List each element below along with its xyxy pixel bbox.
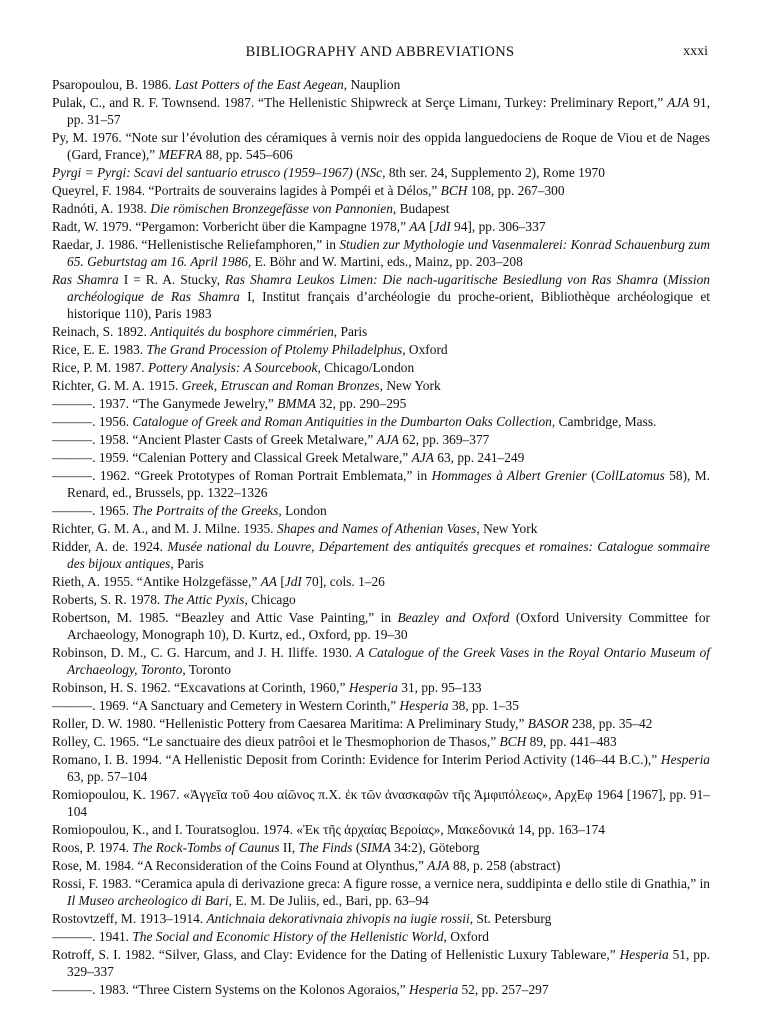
entry-italic-text: Musée national du Louvre, Département des antiquités grecques et romaines: Catalogue sommaire des bijoux antiques <box>67 539 710 571</box>
entry-text: 94], pp. 306–337 <box>450 219 546 234</box>
entry-italic-text: Pyrgi = Pyrgi: Scavi del santuario etrusco (1959–1967) <box>52 165 353 180</box>
entry-text: [ <box>276 574 285 589</box>
bibliography-entry <box>52 839 710 856</box>
entry-text: Py, M. 1976. “Note sur l’évolution des céramiques à vernis noir des oppida languedociens de Roque de Viou et de Nages (Gard, France),” <box>52 130 710 162</box>
entry-italic-text: Hesperia <box>348 680 398 695</box>
bibliography-entry <box>52 733 710 750</box>
bibliography-entry <box>52 502 710 519</box>
entry-italic-text: BASOR <box>527 716 569 731</box>
entry-italic-text: Il Museo archeologico di Bari <box>67 893 229 908</box>
bibliography-entry <box>52 359 710 376</box>
entry-italic-text: AA <box>260 574 277 589</box>
bibliography-entry <box>52 271 710 322</box>
page-title: BIBLIOGRAPHY AND ABBREVIATIONS <box>245 44 515 60</box>
entry-text: , London <box>278 503 327 518</box>
entry-text: ———. 1937. “The Ganymede Jewelry,” <box>52 396 278 411</box>
entry-text: 58), M. Renard, ed., Brussels, pp. 1322–1326 <box>67 468 710 500</box>
entry-italic-text: Hesperia <box>660 752 710 767</box>
bibliography-entry <box>52 946 710 980</box>
bibliography-entry <box>52 786 710 820</box>
page-number: xxxi <box>683 44 708 59</box>
entry-text: 238, pp. 35–42 <box>568 716 653 731</box>
entry-text: I, Institut français d’archéologie du proche-orient, Bibliothèque archéologique et historique 110), Paris 1983 <box>67 289 710 321</box>
entry-italic-text: The Portraits of the Greeks <box>132 503 279 518</box>
entry-italic-text: A Catalogue of the Greek Vases in the Royal Ontario Museum of Archaeology, Toronto <box>67 645 710 677</box>
entry-text: ———. 1962. “Greek Prototypes of Roman Portrait Emblemata,” in <box>52 468 432 483</box>
entry-text: Roberts, S. R. 1978. <box>52 592 164 607</box>
entry-italic-text: AA <box>409 219 426 234</box>
entry-italic-text: NSc <box>360 165 383 180</box>
entry-text: ( <box>586 468 596 483</box>
entry-text: , E. M. De Juliis, ed., Bari, pp. 63–94 <box>228 893 429 908</box>
bibliography-entry <box>52 467 710 501</box>
entry-italic-text: Hommages à Albert Grenier <box>431 468 587 483</box>
bibliography-entry <box>52 981 710 998</box>
entry-italic-text: BMMA <box>277 396 316 411</box>
entry-italic-text: Greek, Etruscan and Roman Bronzes <box>181 378 380 393</box>
entry-text: , Toronto <box>182 662 231 677</box>
entry-text: Psaropoulou, B. 1986. <box>52 77 175 92</box>
entry-italic-text: Ras Shamra <box>52 272 119 287</box>
entry-italic-text: Pottery Analysis: A Sourcebook <box>147 360 318 375</box>
bibliography-entry <box>52 857 710 874</box>
bibliography-entry <box>52 821 710 838</box>
entry-text: Roos, P. 1974. <box>52 840 133 855</box>
entry-text: Rostovtzeff, M. 1913–1914. <box>52 911 207 926</box>
entry-text: Reinach, S. 1892. <box>52 324 151 339</box>
bibliography-entry <box>52 182 710 199</box>
entry-text: 52, pp. 257–297 <box>458 982 549 997</box>
entry-italic-text: AJA <box>667 95 690 110</box>
entry-text: 88, p. 258 (abstract) <box>449 858 561 873</box>
bibliography-entry <box>52 449 710 466</box>
entry-text: ( <box>352 165 361 180</box>
entry-text: Rieth, A. 1955. “Antike Holzgefässe,” <box>52 574 261 589</box>
entry-italic-text: Antiquités du bosphore cimmérien <box>150 324 334 339</box>
entry-text: Rice, P. M. 1987. <box>52 360 148 375</box>
entry-text: II, <box>279 840 299 855</box>
entry-text: 38, pp. 1–35 <box>448 698 519 713</box>
entry-italic-text: AJA <box>376 432 399 447</box>
entry-text: , Paris <box>170 556 204 571</box>
entry-text: Robinson, H. S. 1962. “Excavations at Corinth, 1960,” <box>52 680 349 695</box>
bibliography-entry <box>52 341 710 358</box>
bibliography-entry <box>52 751 710 785</box>
entry-text: 34:2), Göteborg <box>390 840 480 855</box>
entry-text: ———. 1965. <box>52 503 133 518</box>
bibliography-entry <box>52 520 710 537</box>
bibliography-entry <box>52 431 710 448</box>
bibliography-entry <box>52 910 710 927</box>
entry-text: [ <box>425 219 434 234</box>
entry-text: , Nauplion <box>343 77 401 92</box>
entry-italic-text: AJA <box>427 858 450 873</box>
entry-italic-text: The Social and Economic History of the Hellenistic World <box>132 929 444 944</box>
entry-text: Raedar, J. 1986. “Hellenistische Reliefamphoren,” in <box>52 237 340 252</box>
bibliography-entry <box>52 573 710 590</box>
entry-text: Robertson, M. 1985. “Beazley and Attic Vase Painting,” in <box>52 610 398 625</box>
entry-text: , Chicago <box>244 592 296 607</box>
entry-text: ( <box>658 272 668 287</box>
bibliography-entry <box>52 697 710 714</box>
bibliography-entry <box>52 323 710 340</box>
entry-italic-text: Shapes and Names of Athenian Vases <box>276 521 477 536</box>
entry-italic-text: Studien zur Mythologie und Vasenmalerei: Konrad Schauenburg zum 65. Geburtstag am 16. April 1986 <box>67 237 710 269</box>
entry-text: Ridder, A. de. 1924. <box>52 539 168 554</box>
entry-text: 32, pp. 290–295 <box>315 396 407 411</box>
entry-italic-text: SIMA <box>360 840 391 855</box>
entry-text: , Oxford <box>402 342 448 357</box>
entry-italic-text: The Finds <box>298 840 353 855</box>
entry-text: Queyrel, F. 1984. “Portraits de souverains lagides à Pompéi et à Délos,” <box>52 183 441 198</box>
entry-text: Richter, G. M. A. 1915. <box>52 378 182 393</box>
entry-italic-text: Die römischen Bronzegefässe von Pannonien <box>150 201 393 216</box>
bibliography-entry <box>52 609 710 643</box>
entry-text: 70], cols. 1–26 <box>301 574 385 589</box>
entry-text: I = R. A. Stucky, <box>118 272 225 287</box>
entry-italic-text: Antichnaia dekorativnaia zhivopis na iugie rossii <box>206 911 470 926</box>
entry-text: Radt, W. 1979. “Pergamon: Vorbericht über die Kampagne 1978,” <box>52 219 410 234</box>
entry-italic-text: Last Potters of the East Aegean <box>174 77 344 92</box>
entry-text: 91, pp. 31–57 <box>67 95 710 127</box>
entry-text: Rice, E. E. 1983. <box>52 342 147 357</box>
bibliography-entry <box>52 94 710 128</box>
bibliography-entry <box>52 129 710 163</box>
bibliography-entry <box>52 679 710 696</box>
entry-text: , Cambridge, Mass. <box>551 414 657 429</box>
entry-text: , Budapest <box>392 201 450 216</box>
entry-text: Rotroff, S. I. 1982. “Silver, Glass, and Clay: Evidence for the Dating of Hellenistic Luxury Tableware,” <box>52 947 620 962</box>
entry-italic-text: Hesperia <box>399 698 449 713</box>
entry-italic-text: CollLatomus <box>595 468 665 483</box>
bibliography-entry <box>52 395 710 412</box>
entry-text: 51, pp. 329–337 <box>67 947 711 979</box>
entry-text: Robinson, D. M., C. G. Harcum, and J. H. Iliffe. 1930. <box>52 645 357 660</box>
entry-text: Rossi, F. 1983. “Ceramica apula di derivazione greca: A figure rosse, a vernice nera, suddipinta e dello stile di Gnathia,” in <box>52 876 710 891</box>
entry-italic-text: The Rock-Tombs of Caunus <box>132 840 280 855</box>
entry-text: 108, pp. 267–300 <box>467 183 565 198</box>
entry-italic-text: Catalogue of Greek and Roman Antiquities in the Dumbarton Oaks Collection <box>132 414 552 429</box>
bibliography-entry <box>52 644 710 678</box>
entry-italic-text: JdI <box>433 219 451 234</box>
bibliography-entry <box>52 413 710 430</box>
entry-text: Pulak, C., and R. F. Townsend. 1987. “The Hellenistic Shipwreck at Serçe Limanı, Turkey: Preliminary Report,” <box>52 95 668 110</box>
entry-text: , New York <box>476 521 538 536</box>
bibliography-entry <box>52 76 710 93</box>
entry-text: Romano, I. B. 1994. “A Hellenistic Deposit from Corinth: Evidence for Interim Period Activity (146–44 B.C.),” <box>52 752 661 767</box>
entry-italic-text: Hesperia <box>409 982 459 997</box>
entry-text: ( <box>352 840 361 855</box>
entry-text: 63, pp. 241–249 <box>433 450 525 465</box>
entry-text: , Oxford <box>443 929 489 944</box>
entry-italic-text: Beazley and Oxford <box>397 610 510 625</box>
bibliography-entry <box>52 200 710 217</box>
bibliography-entry <box>52 538 710 572</box>
bibliography-entry <box>52 591 710 608</box>
entry-italic-text: Mission archéologique de Ras Shamra <box>67 272 710 304</box>
bibliography-entry <box>52 236 710 270</box>
entry-text: 31, pp. 95–133 <box>397 680 482 695</box>
entry-italic-text: BCH <box>499 734 527 749</box>
entry-italic-text: The Attic Pyxis <box>163 592 245 607</box>
bibliography-list <box>52 76 710 999</box>
entry-italic-text: JdI <box>284 574 302 589</box>
entry-text: Radnóti, A. 1938. <box>52 201 151 216</box>
entry-italic-text: AJA <box>411 450 434 465</box>
bibliography-entry <box>52 715 710 732</box>
entry-italic-text: The Grand Procession of Ptolemy Philadelphus <box>146 342 403 357</box>
bibliography-entry <box>52 928 710 945</box>
entry-text: (Oxford University Committee for Archaeology, Monograph 10), D. Kurtz, ed., Oxford, pp. 19–30 <box>67 610 711 642</box>
entry-text: ———. 1941. <box>52 929 133 944</box>
entry-text: , New York <box>379 378 441 393</box>
entry-text: ———. 1959. “Calenian Pottery and Classical Greek Metalware,” <box>52 450 412 465</box>
entry-italic-text: MEFRA <box>158 147 203 162</box>
entry-text: Rolley, C. 1965. “Le sanctuaire des dieux patrôoi et le Thesmophorion de Thasos,” <box>52 734 500 749</box>
entry-text: 89, pp. 441–483 <box>526 734 617 749</box>
entry-italic-text: Ras Shamra Leukos Limen: Die nach-ugaritische Besiedlung von Ras Shamra <box>224 272 659 287</box>
entry-italic-text: BCH <box>440 183 468 198</box>
entry-text: ———. 1983. “Three Cistern Systems on the Kolonos Agoraios,” <box>52 982 410 997</box>
entry-text: , St. Petersburg <box>469 911 552 926</box>
bibliography-entry <box>52 875 710 909</box>
entry-text: ———. 1958. “Ancient Plaster Casts of Greek Metalware,” <box>52 432 377 447</box>
entry-text: , Paris <box>333 324 368 339</box>
entry-text: Romiopoulou, K. 1967. «Ἀγγεῖα τοῦ 4ου αἰῶνος π.Χ. ἐκ τῶν ἀνασκαφῶν τῆς Ἀμφιπόλεως», ΑρχΕφ 1964 [1967], pp. 91–104 <box>52 787 710 819</box>
entry-text: Richter, G. M. A., and M. J. Milne. 1935. <box>52 521 277 536</box>
entry-text: , Chicago/London <box>317 360 415 375</box>
entry-text: , 8th ser. 24, Supplemento 2), Rome 1970 <box>382 165 605 180</box>
entry-italic-text: Hesperia <box>619 947 669 962</box>
entry-text: Romiopoulou, K., and I. Touratsoglou. 1974. «Ἐκ τῆς ἀρχαίας Βεροίας», Μακεδονικά 14, pp. 163–174 <box>52 822 606 837</box>
entry-text: Roller, D. W. 1980. “Hellenistic Pottery from Caesarea Maritima: A Preliminary Study,” <box>52 716 528 731</box>
bibliography-entry <box>52 377 710 394</box>
entry-text: , E. Böhr and W. Martini, eds., Mainz, pp. 203–208 <box>247 254 523 269</box>
bibliography-entry <box>52 164 710 181</box>
entry-text: 88, pp. 545–606 <box>202 147 293 162</box>
bibliography-entry <box>52 218 710 235</box>
entry-text: 62, pp. 369–377 <box>398 432 490 447</box>
entry-text: Rose, M. 1984. “A Reconsideration of the Coins Found at Olynthus,” <box>52 858 428 873</box>
running-head <box>52 44 708 64</box>
entry-text: 63, pp. 57–104 <box>67 769 148 784</box>
entry-text: ———. 1969. “A Sanctuary and Cemetery in Western Corinth,” <box>52 698 400 713</box>
entry-text: ———. 1956. <box>52 414 133 429</box>
